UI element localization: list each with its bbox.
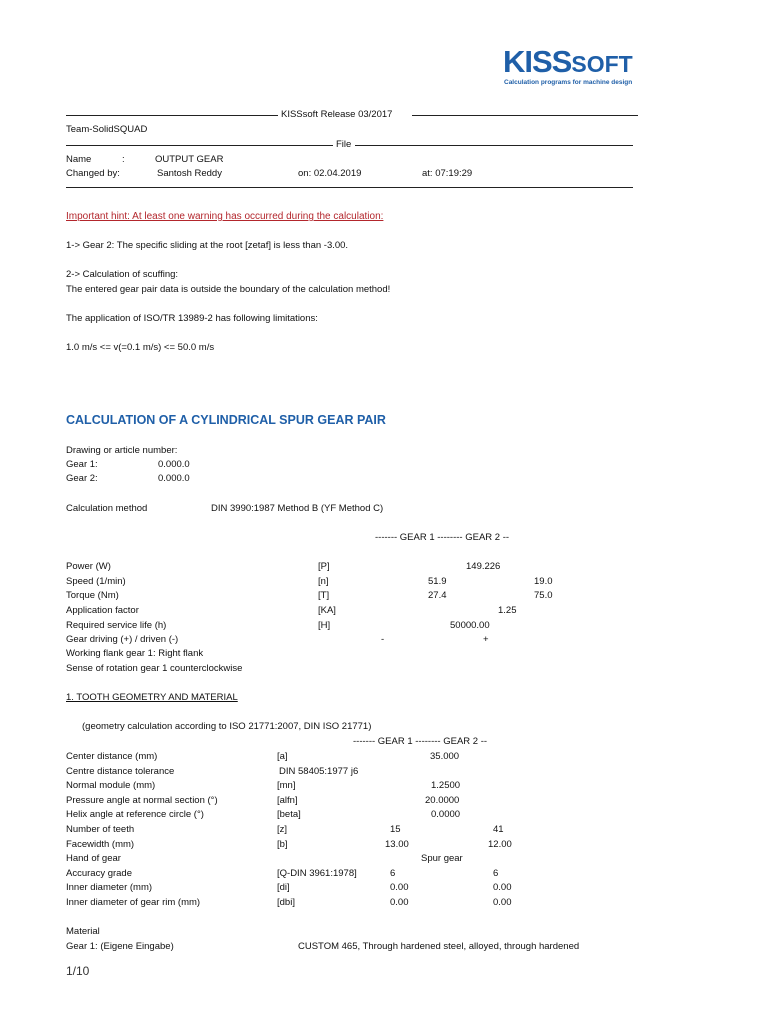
row-label: Hand of gear (66, 853, 121, 864)
changed-at: at: 07:19:29 (422, 168, 473, 179)
file-label: File (336, 139, 352, 150)
row-value-gear1: 0.00 (390, 897, 409, 908)
row-value-gear1: 15 (390, 824, 401, 835)
row-label: Torque (Nm) (66, 590, 119, 601)
row-symbol: [a] (277, 751, 288, 762)
row-symbol: [T] (318, 590, 330, 601)
row-value-gear1: 0.00 (390, 882, 409, 893)
logo-tagline: Calculation programs for machine design (504, 79, 633, 86)
row-value-gear2: 75.0 (534, 590, 553, 601)
row-label: Speed (1/min) (66, 576, 126, 587)
row-value-common: 50000.00 (450, 620, 490, 631)
row-label: Gear driving (+) / driven (-) (66, 634, 179, 645)
logo-wordmark (503, 46, 633, 80)
row-label: Helix angle at reference circle (°) (66, 809, 204, 820)
row-value-gear1: 27.4 (428, 590, 447, 601)
row-value-common: 20.0000 (425, 795, 460, 806)
kisssoft-logo (503, 46, 643, 90)
row-label: Normal module (mm) (66, 780, 156, 791)
row-symbol: [beta] (277, 809, 301, 820)
calculation-method-value: DIN 3990:1987 Method B (YF Method C) (211, 503, 384, 514)
changed-by-value: Santosh Reddy (157, 168, 222, 179)
row-label: Application factor (66, 605, 139, 616)
changed-on: on: 02.04.2019 (298, 168, 362, 179)
row-value-common: 0.0000 (431, 809, 461, 820)
drawing-gear1-label: Gear 1: (66, 459, 98, 470)
row-label: Accuracy grade (66, 868, 133, 879)
row-value-gear2: 0.00 (493, 897, 512, 908)
row-label: Sense of rotation gear 1 counterclockwise (66, 663, 243, 674)
team-label: Team-SolidSQUAD (66, 124, 148, 135)
section-1-gear-header: ------- GEAR 1 -------- GEAR 2 -- (353, 736, 488, 747)
row-symbol: [dbi] (277, 897, 295, 908)
name-label: Name (66, 154, 92, 165)
header-rule-left (66, 115, 278, 116)
row-label: Center distance (mm) (66, 751, 158, 762)
header-bottom-rule (66, 187, 633, 188)
row-symbol: [z] (277, 824, 288, 835)
warning-line-5: 1.0 m/s <= v(=0.1 m/s) <= 50.0 m/s (66, 342, 215, 353)
row-value-gear1: 6 (390, 868, 396, 879)
row-label: Power (W) (66, 561, 111, 572)
warning-line-3: The entered gear pair data is outside the boundary of the calculation method! (66, 284, 391, 295)
row-value-gear2: 19.0 (534, 576, 553, 587)
row-value-gear1: 13.00 (385, 839, 409, 850)
row-value-gear1: 51.9 (428, 576, 447, 587)
row-value-common: 1.25 (498, 605, 517, 616)
row-value-gear2: + (483, 634, 489, 645)
row-symbol: [KA] (318, 605, 336, 616)
row-symbol: DIN 58405:1977 j6 (279, 766, 359, 777)
calculation-method-label: Calculation method (66, 503, 148, 514)
row-symbol: [n] (318, 576, 329, 587)
row-symbol: [H] (318, 620, 331, 631)
row-label: Number of teeth (66, 824, 135, 835)
row-value-gear2: 12.00 (488, 839, 512, 850)
row-value-common: Spur gear (421, 853, 463, 864)
row-symbol: [Q-DIN 3961:1978] (277, 868, 357, 879)
section-1-note: (geometry calculation according to ISO 21771:2007, DIN ISO 21771) (82, 721, 372, 732)
changed-by-label: Changed by: (66, 168, 120, 179)
material-gear1-value: CUSTOM 465, Through hardened steel, alloyed, through hardened (298, 941, 580, 952)
material-gear1-label: Gear 1: (Eigene Eingabe) (66, 941, 174, 952)
drawing-gear2-value: 0.000.0 (158, 473, 190, 484)
row-symbol: [b] (277, 839, 288, 850)
page-number: 1/10 (66, 964, 90, 978)
name-value: OUTPUT GEAR (155, 154, 224, 165)
warning-line-4: The application of ISO/TR 13989-2 has following limitations: (66, 313, 318, 324)
warning-hint-title: Important hint: At least one warning has occurred during the calculation: (66, 211, 384, 222)
row-value-gear2: 0.00 (493, 882, 512, 893)
gear-columns-header: ------- GEAR 1 -------- GEAR 2 -- (375, 532, 510, 543)
drawing-gear2-label: Gear 2: (66, 473, 98, 484)
row-label: Centre distance tolerance (66, 766, 175, 777)
row-label: Working flank gear 1: Right flank (66, 648, 204, 659)
drawing-number-label: Drawing or article number: (66, 445, 178, 456)
row-label: Pressure angle at normal section (°) (66, 795, 218, 806)
release-label: KISSsoft Release 03/2017 (281, 109, 393, 120)
warning-line-1: 1-> Gear 2: The specific sliding at the root [zetaf] is less than -3.00. (66, 240, 349, 251)
row-symbol: [di] (277, 882, 290, 893)
row-value-gear2: 41 (493, 824, 504, 835)
row-symbol: [mn] (277, 780, 296, 791)
file-rule-left (66, 145, 333, 146)
row-value-common: 35.000 (430, 751, 460, 762)
file-rule-right (355, 145, 633, 146)
row-symbol: [P] (318, 561, 330, 572)
row-value-common: 149.226 (466, 561, 501, 572)
section-1-title: 1. TOOTH GEOMETRY AND MATERIAL (66, 692, 238, 703)
row-symbol: [alfn] (277, 795, 298, 806)
row-value-gear1: - (381, 634, 385, 645)
name-colon: : (122, 154, 125, 165)
calculation-title: CALCULATION OF A CYLINDRICAL SPUR GEAR PAIR (66, 413, 386, 427)
material-label: Material (66, 926, 100, 937)
row-label: Inner diameter of gear rim (mm) (66, 897, 201, 908)
drawing-gear1-value: 0.000.0 (158, 459, 190, 470)
row-label: Inner diameter (mm) (66, 882, 153, 893)
logo-text-small: SOFT (571, 51, 633, 77)
row-value-common: 1.2500 (431, 780, 461, 791)
row-value-gear2: 6 (493, 868, 499, 879)
row-label: Facewidth (mm) (66, 839, 135, 850)
warning-line-2: 2-> Calculation of scuffing: (66, 269, 179, 280)
header-rule-right (412, 115, 638, 116)
logo-text-main: KISS (503, 44, 572, 79)
row-label: Required service life (h) (66, 620, 167, 631)
